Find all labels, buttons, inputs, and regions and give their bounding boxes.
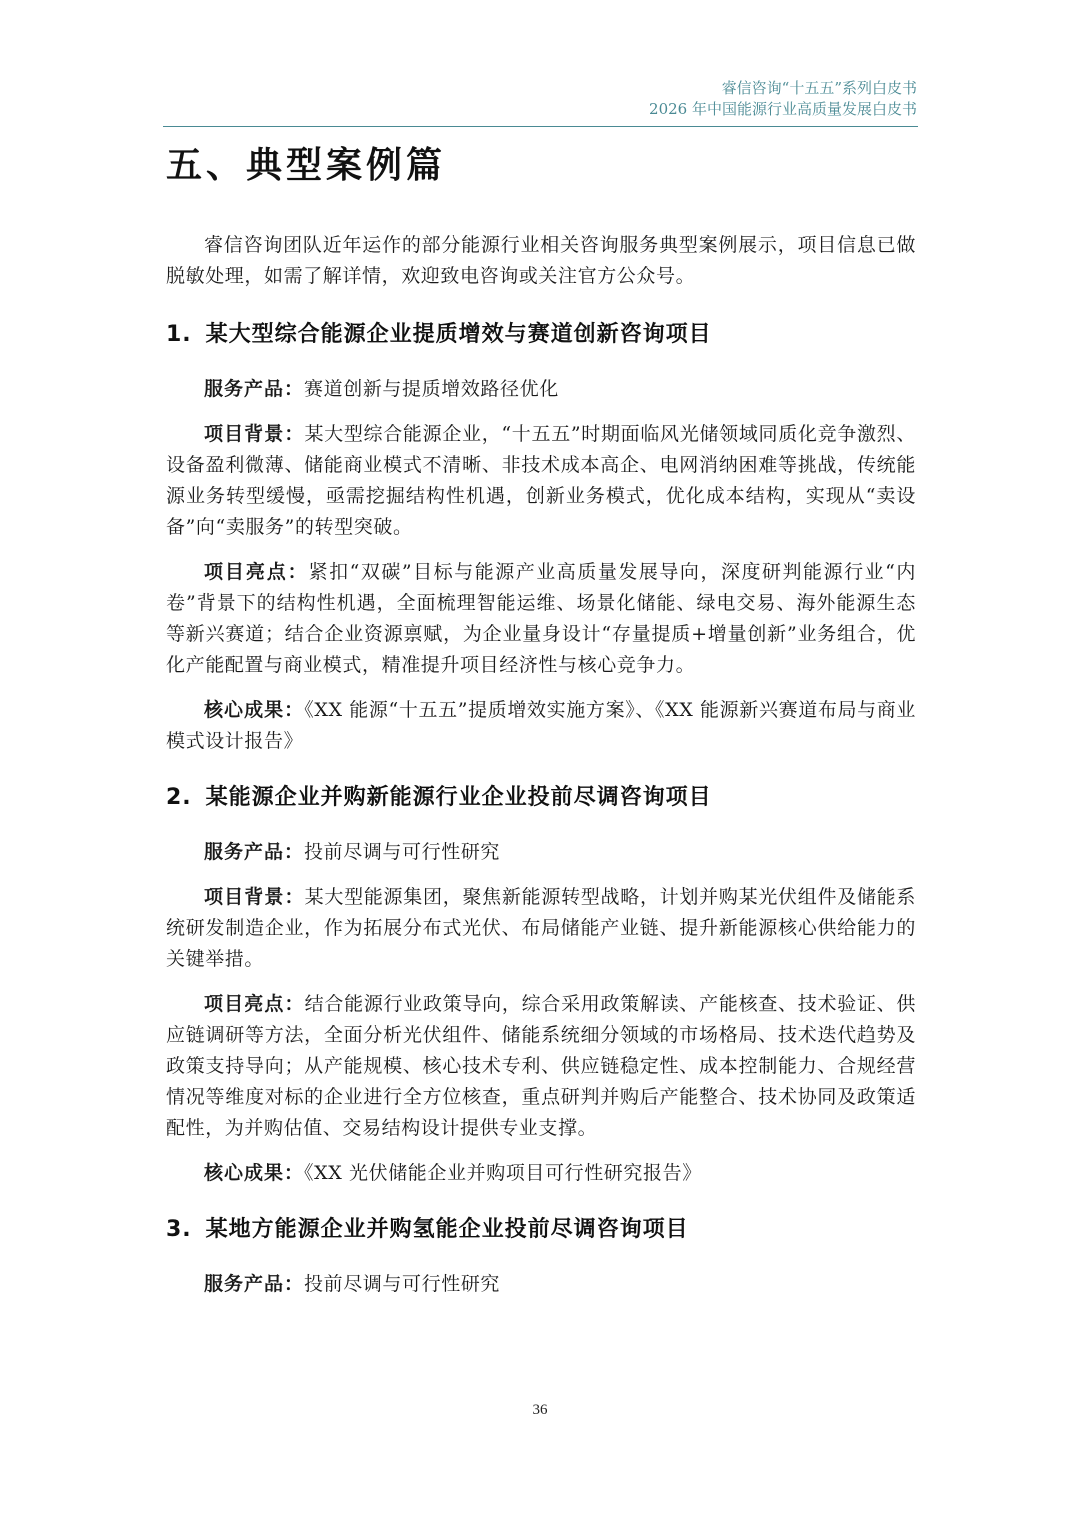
case-results [166,1158,916,1189]
case-number: 3. [166,1217,192,1242]
case-highlights [166,557,916,681]
case-title [166,1215,916,1245]
case-title-text: 某能源企业并购新能源行业企业投前尽调咨询项目 [205,785,712,810]
background-label: 项目背景： [204,423,305,445]
header-series-title: 睿信咨询“十五五”系列白皮书 [721,79,917,97]
case-2 [166,783,916,1189]
running-header [649,78,917,120]
case-results [166,695,916,757]
background-label: 项目背景： [204,886,305,908]
service-value: 赛道创新与提质增效路径优化 [304,378,559,400]
chapter-intro: 睿信咨询团队近年运作的部分能源行业相关咨询服务典型案例展示，项目信息已做脱敏处理，如需了解详情，欢迎致电咨询或关注官方公众号。 [166,234,916,287]
page-number: 36 [532,1402,548,1418]
chapter-title: 五、典型案例篇 [166,145,447,186]
highlights-value: 结合能源行业政策导向，综合采用政策解读、产能核查、技术验证、供应链调研等方法，全面分析光伏组件、储能系统细分领域的市场格局、技术迭代趋势及政策支持导向；从产能规模、核心技术专利、供应链稳定性、成本控制能力、合规经营情况等维度对标的企业进行全方位核查，重点研判并购后产能整合、技术协同及政策适配性，为并购估值、交易结构设计提供专业支撑。 [166,993,916,1139]
case-background [166,882,916,975]
highlights-label: 项目亮点： [204,561,309,583]
background-value: 某大型能源集团，聚焦新能源转型战略，计划并购某光伏组件及储能系统研发制造企业，作为拓展分布式光伏、布局储能产业链、提升新能源核心供给能力的关键举措。 [166,886,916,970]
results-label: 核心成果： [204,699,305,721]
case-highlights [166,989,916,1144]
results-value: 《XX 光伏储能企业并购项目可行性研究报告》 [304,1162,702,1184]
case-number: 2. [166,785,192,810]
case-number: 1. [166,322,192,347]
case-3 [166,1215,916,1300]
results-label: 核心成果： [204,1162,305,1184]
service-value: 投前尽调与可行性研究 [304,1273,501,1295]
case-1 [166,320,916,757]
highlights-value: 紧扣“双碳”目标与能源产业高质量发展导向，深度研判能源行业“内卷”背景下的结构性机遇，全面梳理智能运维、场景化储能、绿电交易、海外能源生态等新兴赛道；结合企业资源禀赋，为企业量身设计“存量提质+增量创新”业务组合，优化产能配置与商业模式，精准提升项目经济性与核心竞争力。 [166,561,916,676]
case-title [166,783,916,813]
highlights-label: 项目亮点： [204,993,305,1015]
service-label: 服务产品： [204,1273,305,1295]
case-service [166,374,916,405]
page-body [166,140,916,1326]
case-background [166,419,916,543]
case-service [166,1269,916,1300]
case-title-text: 某大型综合能源企业提质增效与赛道创新咨询项目 [205,322,712,347]
results-value: 《XX 能源“十五五”提质增效实施方案》、《XX 能源新兴赛道布局与商业模式设计报告》 [166,699,916,752]
service-label: 服务产品： [204,841,305,863]
case-title-text: 某地方能源企业并购氢能企业投前尽调咨询项目 [205,1217,689,1242]
service-value: 投前尽调与可行性研究 [304,841,501,863]
case-service [166,837,916,868]
service-label: 服务产品： [204,378,305,400]
header-report-title: 2026 年中国能源行业高质量发展白皮书 [649,100,917,118]
header-divider [163,126,918,127]
background-value: 某大型综合能源企业，“十五五”时期面临风光储领域同质化竞争激烈、设备盈利微薄、储能商业模式不清晰、非技术成本高企、电网消纳困难等挑战，传统能源业务转型缓慢，亟需挖掘结构性机遇，创新业务模式，优化成本结构，实现从“卖设备”向“卖服务”的转型突破。 [166,423,916,538]
case-title [166,320,916,350]
